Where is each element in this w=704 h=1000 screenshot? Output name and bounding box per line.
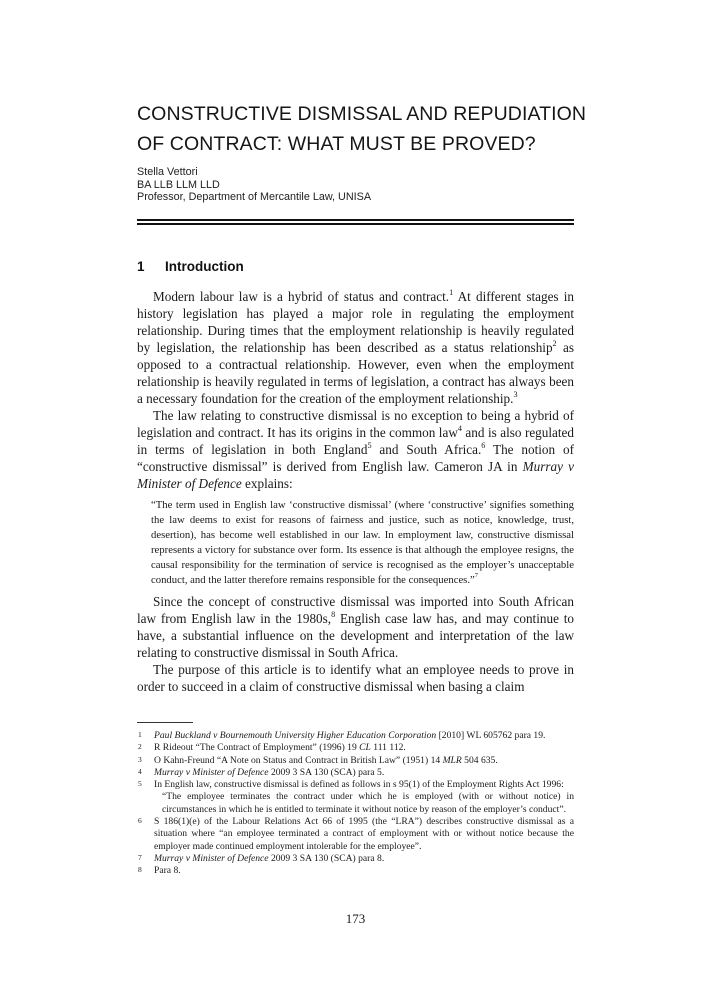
footnote-number: 8 [138, 865, 142, 875]
footnote [137, 853, 574, 865]
footnote [137, 779, 574, 816]
paragraph [137, 661, 574, 695]
text-run: 2009 3 SA 130 (SCA) para 5. [268, 766, 385, 778]
footnote-separator-rule [137, 722, 193, 723]
text-run: 504 635. [461, 754, 498, 766]
footnote-number: 5 [138, 779, 142, 789]
text-run: as opposed to a contractual relationship. However, even when the employment relationship is heavily regulated in terms of legislation, a contract has always been a necessary foundation for the creation of the employment relationship. [137, 340, 574, 406]
block-quote [151, 498, 574, 587]
footnote-number: 7 [138, 852, 142, 862]
paragraph [137, 407, 574, 492]
footnote-text [154, 755, 498, 766]
article-title-line-1: CONSTRUCTIVE DISMISSAL AND REPUDIATION [137, 103, 587, 125]
text-run: O Kahn-Freund “A Note on Status and Contract in British Law” (1951) 14 [154, 754, 443, 766]
footnote [137, 755, 574, 767]
text-run: Para 8. [154, 865, 181, 877]
author-name: Stella Vettori [137, 166, 198, 178]
footnote-ref: 5 [367, 440, 372, 450]
footnote-text [154, 767, 384, 778]
footnote [137, 730, 574, 742]
footnote-text [154, 816, 574, 852]
footnote-text [154, 730, 545, 741]
text-run: The notion of “constructive dismissal” is derived from English law. Cameron JA in [137, 442, 574, 474]
text-run: and is also regulated in terms of legislation in both England [137, 425, 575, 457]
text-run: S 186(1)(e) of the Labour Relations Act 66 of 1995 (the “LRA”) describes constructive dismissal as a situation where “an employee terminated a contract of employment with or without notice because the employer made continued employment intolerable for the employee”. [154, 816, 574, 852]
footnotes [137, 722, 574, 878]
text-run: CL [359, 742, 371, 754]
footnote-text [154, 742, 406, 753]
text-run: MLR [442, 754, 462, 766]
text-run: English case law has, and may continue to have, a substantial influence on the development and interpretation of the law relating to constructive dismissal in South Africa. [137, 611, 574, 661]
footnote-ref: 4 [457, 423, 462, 433]
footnote-number: 6 [138, 816, 142, 826]
text-run: “The term used in English law ‘constructive dismissal’ (where ‘constructive’ signifies something the law deems to exist for reasons of fairness and justice, such as notice, knowledge, trust, desertion), has become well established in our law. In employment law, constructive dismissal represents a victory for substance over form. Its essence is that although the employee resigns, the causal responsibility for the termination of service is recognised as the employer’s unacceptable conduct, and the latter therefore remains responsible for the consequences.” [151, 499, 574, 586]
footnote-text [154, 779, 564, 790]
text-run: Modern labour law is a hybrid of status and contract. [153, 289, 450, 304]
text-run: Paul Buckland v Bournemouth University Higher Education Corporation [154, 730, 437, 741]
author-affiliation: Professor, Department of Mercantile Law, UNISA [137, 191, 372, 203]
footnote-number: 3 [138, 754, 142, 764]
paragraph [137, 593, 574, 661]
section-heading [137, 259, 574, 274]
article-content [137, 0, 587, 1000]
footnote-text [154, 853, 384, 864]
footnote-number: 2 [138, 742, 142, 752]
footnote-ref: 2 [552, 338, 557, 348]
text-run: Murray v Minister of Defence [154, 766, 269, 778]
text-run: Murray v Minister of Defence [137, 459, 574, 491]
article-title-line-2: OF CONTRACT: WHAT MUST BE PROVED? [137, 132, 536, 155]
footnote [137, 767, 574, 779]
text-run: The law relating to constructive dismissal is no exception to being a hybrid of legislation and contract. It has its origins in the common law [137, 408, 574, 440]
author-block [137, 166, 574, 204]
text-run: At different stages in history legislation has played a major role in regulating the employment relationship. During times that the employment relationship is heavily regulated by legislation, the relationship has been described as a status relationship [137, 289, 574, 355]
footnote [137, 816, 574, 853]
text-run: explains: [241, 476, 293, 491]
paragraph [137, 288, 574, 407]
footnote-ref: 6 [481, 440, 486, 450]
section-title: Introduction [165, 259, 244, 274]
page-number: 173 [345, 911, 366, 926]
footnote-ref: 1 [449, 287, 454, 297]
section-number: 1 [137, 259, 145, 274]
text-run: The purpose of this article is to identify what an employee needs to prove in order to succeed in a claim of constructive dismissal when basing a claim [137, 662, 574, 695]
footnote [137, 865, 574, 877]
text-run: Since the concept of constructive dismissal was imported into South African law from English law in the 1980s, [137, 594, 574, 627]
body-text [137, 288, 574, 695]
article-title [137, 100, 587, 159]
text-run: Murray v Minister of Defence [154, 852, 269, 864]
text-run: “The employee terminates the contract under which he is employed (with or without notice) in circumstances in which he is entitled to terminate it without notice by reason of the employer’s conduct”. [162, 791, 574, 815]
footnote-number: 4 [138, 766, 142, 776]
text-run: 2009 3 SA 130 (SCA) para 8. [268, 852, 385, 864]
text-run: [2010] WL 605762 para 19. [436, 730, 546, 741]
footnote-ref: 3 [513, 389, 518, 399]
footnote-inner-quote [162, 791, 574, 816]
footnote-number: 1 [138, 730, 142, 739]
text-run: R Rideout “The Contract of Employment” (1996) 19 [154, 742, 360, 754]
header-divider-rule [137, 219, 574, 225]
author-credentials: BA LLB LLM LLD [137, 178, 220, 191]
footnote [137, 742, 574, 754]
text-run: and South Africa. [371, 442, 482, 457]
text-run: 111 112. [370, 742, 406, 754]
text-run: In English law, constructive dismissal is defined as follows in s 95(1) of the Employment Rights Act 1996: [154, 779, 564, 791]
footnote-ref: 8 [331, 610, 336, 620]
footnote-text [154, 865, 181, 876]
footnote-ref: 7 [474, 571, 479, 579]
